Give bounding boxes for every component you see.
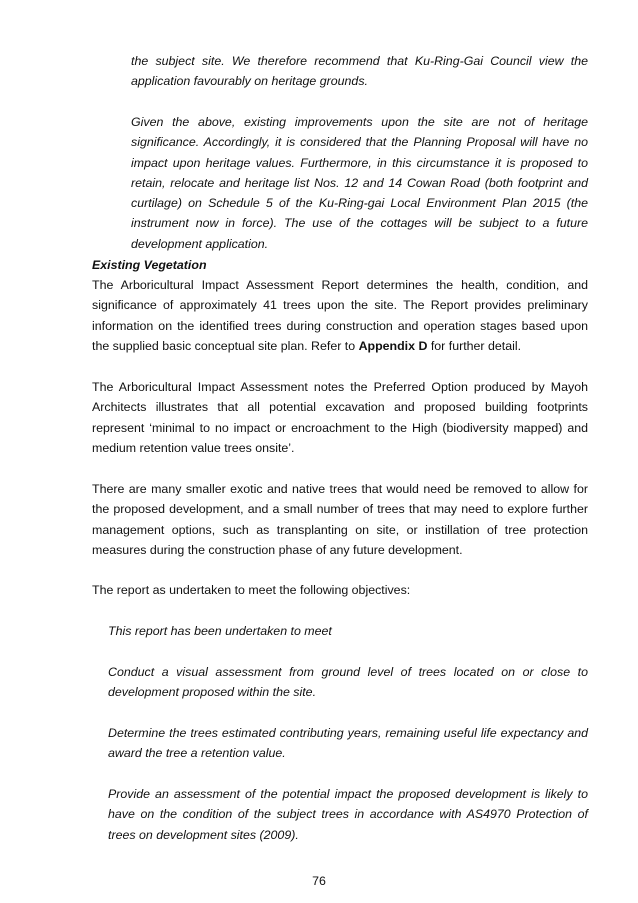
paragraph-text: The Arboricultural Impact Assessment Report determines the health, condition, and significance of approximately 41 trees upon the site. The Report provides preliminary information on the identified trees during construction and operation stages based upon the supplied basic conceptual site plan. Refer to — [92, 278, 588, 353]
appendix-reference: Appendix D — [358, 338, 428, 353]
paragraph-tree-removal: There are many smaller exotic and native trees that would need be removed to allow for the proposed development, and a small number of trees that may need to explore further management options, such as transplanting on site, or instillation of tree protection measures during the construction phase of any future development. — [92, 482, 588, 557]
paragraph-arboricultural-report — [92, 275, 588, 356]
quote-intro: the subject site. We therefore recommend that Ku-Ring-Gai Council view the application favourably on heritage grounds. — [131, 54, 588, 89]
objective-item: Determine the trees estimated contributing years, remaining useful life expectancy and award the tree a retention value. — [108, 726, 588, 761]
objective-item: This report has been undertaken to meet — [108, 624, 332, 638]
paragraph-preferred-option: The Arboricultural Impact Assessment notes the Preferred Option produced by Mayoh Architects illustrates that all potential excavation and proposed building footprints represent ‘minimal to no impact or encroachment to the High (biodiversity mapped) and medium retention value trees onsite’. — [92, 380, 588, 455]
paragraph-text: for further detail. — [427, 338, 522, 353]
section-heading: Existing Vegetation — [92, 258, 207, 272]
objective-item: Conduct a visual assessment from ground level of trees located on or close to development proposed within the site. — [108, 665, 588, 700]
objective-item: Provide an assessment of the potential impact the proposed development is likely to have on the condition of the subject trees in accordance with AS4970 Protection of trees on development sites (2009). — [108, 787, 588, 842]
paragraph-objectives-intro: The report as undertaken to meet the following objectives: — [92, 583, 411, 597]
quote-heritage: Given the above, existing improvements upon the site are not of heritage significance. Accordingly, it is considered that the Planning Proposal will have no impact upon heritage values. Furthermore, in this circumstance it is proposed to retain, relocate and heritage list Nos. 12 and 14 Cowan Road (both footprint and curtilage) on Schedule 5 of the Ku-Ring-gai Local Environment Plan 2015 (the instrument now in force). The use of the cottages will be subject to a future development application. — [131, 115, 588, 251]
page-number: 76 — [312, 874, 326, 888]
